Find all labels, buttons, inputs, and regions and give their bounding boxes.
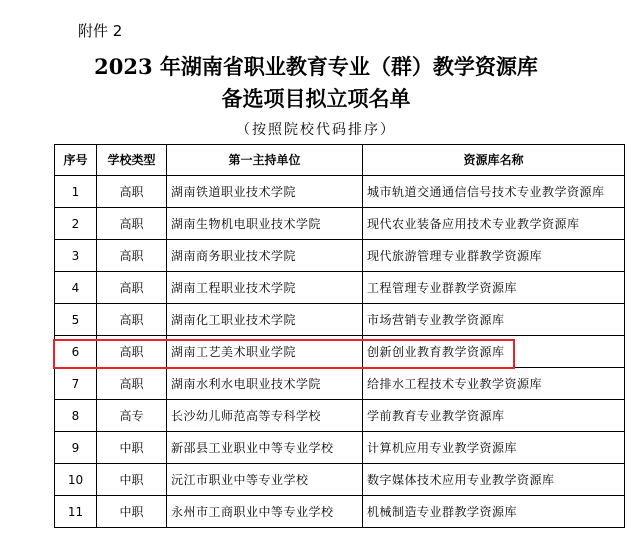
table-row (55, 176, 625, 208)
row-host-unit: 沅江市职业中等专业学校 (167, 464, 363, 496)
row-library-name: 机械制造专业群教学资源库 (363, 496, 625, 528)
table-row (55, 400, 625, 432)
row-school-type: 高职 (97, 176, 167, 208)
row-host-unit: 湖南工艺美术职业学院 (167, 336, 363, 368)
document-title: 2023 年湖南省职业教育专业（群）教学资源库 (94, 54, 538, 79)
row-school-type: 高职 (97, 336, 167, 368)
row-library-name: 工程管理专业群教学资源库 (363, 272, 625, 304)
row-library-name: 现代旅游管理专业群教学资源库 (363, 240, 625, 272)
row-host-unit: 湖南商务职业技术学院 (167, 240, 363, 272)
row-school-type: 高专 (97, 400, 167, 432)
row-host-unit: 湖南工程职业技术学院 (167, 272, 363, 304)
row-library-name: 城市轨道交通通信信号技术专业教学资源库 (363, 176, 625, 208)
row-no: 10 (55, 464, 97, 496)
table-row (55, 208, 625, 240)
table-row (55, 368, 625, 400)
table-row (55, 272, 625, 304)
row-school-type: 中职 (97, 432, 167, 464)
row-no: 5 (55, 304, 97, 336)
row-library-name: 计算机应用专业教学资源库 (363, 432, 625, 464)
row-no: 7 (55, 368, 97, 400)
row-host-unit: 湖南化工职业技术学院 (167, 304, 363, 336)
row-no: 11 (55, 496, 97, 528)
table-header-row (55, 145, 625, 176)
row-library-name: 学前教育专业教学资源库 (363, 400, 625, 432)
row-library-name: 现代农业装备应用技术专业教学资源库 (363, 208, 625, 240)
table-row (55, 432, 625, 464)
row-no: 3 (55, 240, 97, 272)
header-no: 序号 (55, 145, 97, 176)
row-host-unit: 湖南生物机电职业技术学院 (167, 208, 363, 240)
row-no: 9 (55, 432, 97, 464)
document-title-line2: 备选项目拟立项名单 (221, 86, 411, 111)
row-host-unit: 湖南水利水电职业技术学院 (167, 368, 363, 400)
header-school-type: 学校类型 (97, 145, 167, 176)
row-no: 8 (55, 400, 97, 432)
row-host-unit: 长沙幼儿师范高等专科学校 (167, 400, 363, 432)
row-no: 2 (55, 208, 97, 240)
row-host-unit: 新邵县工业职业中等专业学校 (167, 432, 363, 464)
attachment-label: 附件 2 (78, 22, 123, 40)
row-library-name: 数字媒体技术应用专业教学资源库 (363, 464, 625, 496)
row-no: 4 (55, 272, 97, 304)
row-library-name: 给排水工程技术专业教学资源库 (363, 368, 625, 400)
projects-table (54, 144, 625, 528)
document-subtitle: （按照院校代码排序） (236, 122, 396, 138)
row-no: 6 (55, 336, 97, 368)
row-school-type: 高职 (97, 208, 167, 240)
header-host-unit: 第一主持单位 (167, 145, 363, 176)
row-library-name: 创新创业教育教学资源库 (363, 336, 625, 368)
row-host-unit: 永州市工商职业中等专业学校 (167, 496, 363, 528)
row-school-type: 中职 (97, 496, 167, 528)
table-row (55, 464, 625, 496)
row-host-unit: 湖南铁道职业技术学院 (167, 176, 363, 208)
row-no: 1 (55, 176, 97, 208)
row-school-type: 高职 (97, 304, 167, 336)
table-row-highlighted (55, 336, 625, 368)
table-row (55, 304, 625, 336)
table-row (55, 240, 625, 272)
header-library-name: 资源库名称 (363, 145, 625, 176)
row-school-type: 中职 (97, 464, 167, 496)
row-school-type: 高职 (97, 368, 167, 400)
row-library-name: 市场营销专业教学资源库 (363, 304, 625, 336)
row-school-type: 高职 (97, 240, 167, 272)
table-row (55, 496, 625, 528)
row-school-type: 高职 (97, 272, 167, 304)
